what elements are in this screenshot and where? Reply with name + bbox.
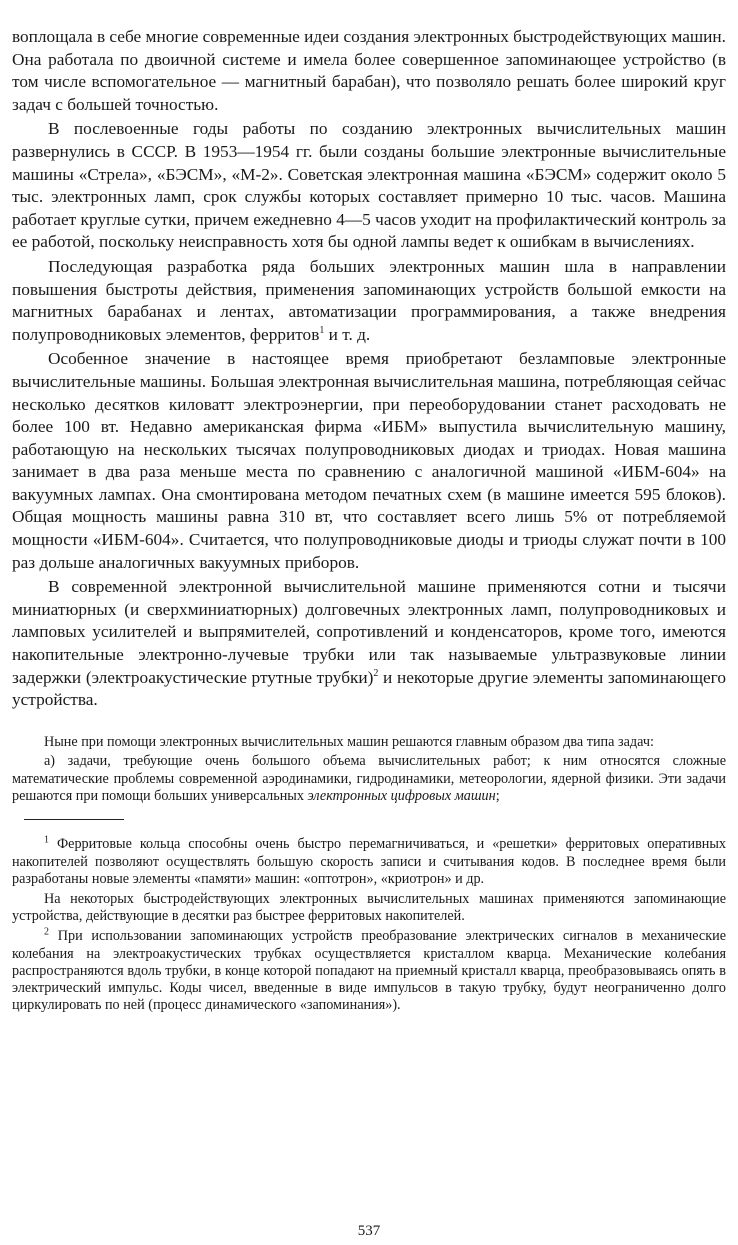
footnote-1: [12, 836, 726, 888]
footnote-divider: [24, 819, 124, 820]
small-print-section: [12, 734, 726, 806]
paragraph-3-end: и т. д.: [324, 324, 371, 344]
page-number: 537: [357, 1223, 381, 1239]
footnote-2: [12, 928, 726, 1014]
small-paragraph-2-end: ;: [495, 788, 500, 805]
footnote-1-text: Ферритовые кольца способны очень быстро перемагничиваться, и «решетки» ферритовых оперативных накопителей позволяют осуществлять большую скорость записи и считывания кодов. В последнее время были разработаны новые элементы «памяти» машин: «оптотрон», «криотрон» и др.: [12, 836, 726, 887]
paragraph-5: [12, 576, 726, 712]
paragraph-3: [12, 256, 726, 346]
footnote-2-mark: 2: [44, 926, 49, 938]
paragraph-4: Особенное значение в настоящее время приобретают безламповые электронные вычислительные машины. Большая электронная вычислительная машина, потребляющая сейчас несколько десятков киловатт электроэнергии, при переоборудовании станет расходовать не более 100 вт. Недавно американская фирма «ИБМ» выпустила вычислительную машину, работающую на нескольких тысячах полупроводниковых диодах и триодах. Новая машина занимает в два раза меньше места по сравнению с аналогичной машиной «ИБМ-604» на вакуумных лампах. Она смонтирована методом печатных схем (в машине имеется 595 блоков). Общая мощность машины равна 310 вт, что составляет всего лишь 5% от потребляемой мощности «ИБМ-604». Считается, что полупроводниковые диоды и триоды служат почти в 100 раз дольше аналогичных вакуумных приборов.: [12, 349, 726, 572]
footnotes: [12, 836, 726, 1014]
paragraph-5-text: В современной электронной вычислительной машине применяются сотни и тысячи миниатюрных (и сверхминиатюрных) долговечных электронных ламп, полупроводниковых и ламповых усилителей и выпрямителей, сопротивлений и конденсаторов, кроме того, имеются накопительные электронно-лучевые трубки или так называемые ультразвуковые линии задержки (электроакустические ртутные трубки): [12, 577, 726, 687]
small-paragraph-2-italic: электронных цифровых машин: [307, 788, 496, 805]
paragraph-5-end: и некоторые другие элементы запоминающего устройства.: [12, 667, 726, 710]
paragraph-1: воплощала в себе многие современные идеи создания электронных быстродействующих машин. Она работала по двоичной системе и имела более совершенное запоминающее устройство (в том числе вспомогательное — магнитный барабан), что позволяло решать более широкий круг задач с большей точностью.: [12, 27, 726, 114]
main-text: [12, 26, 726, 712]
footnote-ref-2: 2: [373, 667, 379, 679]
paragraph-2: В послевоенные годы работы по созданию электронных вычислительных машин развернулись в СССР. В 1953—1954 гг. были созданы большие электронные вычислительные машины «Стрела», «БЭСМ», «М-2». Советская электронная машина «БЭСМ» содержит около 5 тыс. электронных ламп, срок службы которых составляет примерно 10 тыс. часов. Машина работает круглые сутки, причем ежедневно 4—5 часов уходит на профилактический контроль за ее работой, поскольку неисправность хотя бы одной лампы ведет к ошибкам в вычислениях.: [12, 119, 726, 252]
footnote-ref-1: 1: [319, 324, 325, 336]
footnote-1-continued: На некоторых быстродействующих электронных вычислительных машинах применяются запоминающие устройства, действующие в десятки раз быстрее ферритовых накопителей.: [12, 891, 726, 925]
small-paragraph-2: [12, 753, 726, 805]
footnote-2-text: При использовании запоминающих устройств преобразование электрических сигналов в механические колебания на электроакустических трубках осуществляется кристаллом кварца. Механические колебания распространяются вдоль трубки, в конце которой попадают на приемный кристалл кварца, преобразовываясь опять в электрический импульс. Коды чисел, введенные в виде импульсов в такую трубку, будут неограниченно долго циркулировать по ней (процесс динамического «запоминания»).: [12, 928, 726, 1014]
paragraph-3-text: Последующая разработка ряда больших электронных машин шла в направлении повышения быстроты действия, применения запоминающих устройств большой емкости на магнитных барабанах и лентах, автоматизации программирования, а также внедрения полупроводниковых элементов, ферритов: [12, 256, 726, 344]
small-paragraph-2-text: а) задачи, требующие очень большого объема вычислительных работ; к ним относятся сложные математические проблемы современной аэродинамики, гидродинамики, метеорологии, ядерной физики. Эти задачи решаются при помощи больших универсальных: [12, 753, 726, 805]
small-paragraph-1: Ныне при помощи электронных вычислительных машин решаются главным образом два типа задач:: [44, 733, 654, 750]
footnote-1-mark: 1: [44, 834, 49, 846]
